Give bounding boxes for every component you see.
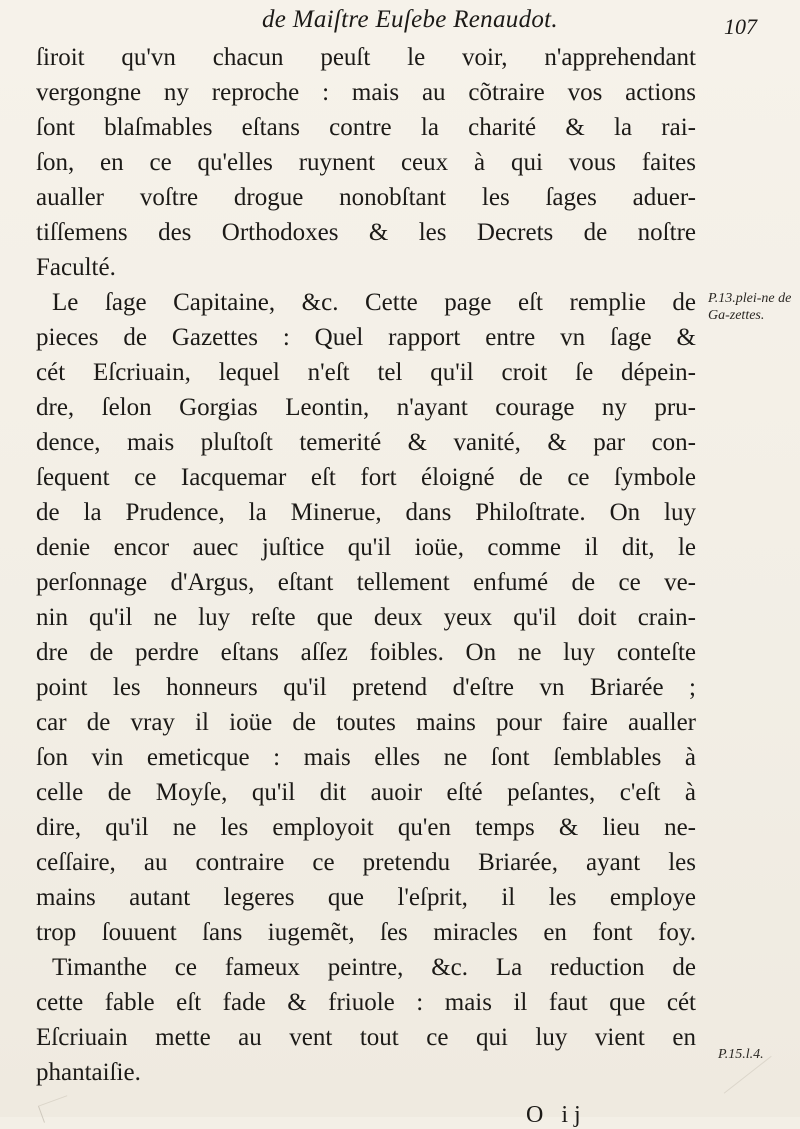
- text-line: nin qu'il ne luy reſte que deux yeux qu'il doit crain-: [36, 604, 696, 631]
- paper-mark: [724, 1056, 797, 1125]
- text-line: phantaiſie.: [36, 1059, 141, 1086]
- text-line: car de vray il ioüe de toutes mains pour faire aualler: [36, 709, 696, 736]
- text-line: de la Prudence, la Minerue, dans Philoſtrate. On luy: [36, 499, 696, 526]
- text-line: dre, ſelon Gorgias Leontin, n'ayant courage ny pru-: [36, 394, 696, 421]
- text-line: ſiroit qu'vn chacun peuſt le voir, n'apprehendant: [36, 44, 696, 71]
- running-head: de Maiſtre Euſebe Renaudot.: [262, 6, 558, 33]
- text-line: dence, mais pluſtoſt temerité & vanité, & par con-: [36, 429, 696, 456]
- text-line: dre de perdre eſtans aſſez foibles. On ne luy conteſte: [36, 639, 696, 666]
- margin-note: P.15.l.4.: [718, 1047, 764, 1062]
- text-line: point les honneurs qu'il pretend d'eſtre vn Briarée ;: [36, 674, 696, 701]
- text-line: ſon vin emeticque : mais elles ne ſont ſemblables à: [36, 744, 696, 771]
- text-line: ſequent ce Iacquemar eſt fort éloigné de ce ſymbole: [36, 464, 696, 491]
- text-line: Eſcriuain mette au vent tout ce qui luy vient en: [36, 1024, 696, 1051]
- text-line: ſon, en ce qu'elles ruynent ceux à qui vous faites: [36, 149, 696, 176]
- text-line: ſont blaſmables eſtans contre la charité & la rai-: [36, 114, 696, 141]
- text-line: tiſſemens des Orthodoxes & les Decrets de noſtre: [36, 219, 696, 246]
- text-line: trop ſouuent ſans iugemẽt, ſes miracles en font foy.: [36, 919, 696, 946]
- text-line: Timanthe ce fameux peintre, &c. La reduction de: [52, 954, 696, 981]
- text-line: pieces de Gazettes : Quel rapport entre vn ſage &: [36, 324, 696, 351]
- text-line: vergongne ny reproche : mais au cõtraire vos actions: [36, 79, 696, 106]
- text-line: Faculté.: [36, 254, 116, 281]
- text-line: dire, qu'il ne les employoit qu'en temps & lieu ne-: [36, 814, 696, 841]
- body-text: [36, 40, 696, 1090]
- text-line: aualler voſtre drogue nonobſtant les ſages aduer-: [36, 184, 696, 211]
- page-number: 107: [724, 14, 757, 39]
- text-line: denie encor auec juſtice qu'il ioüe, comme il dit, le: [36, 534, 696, 561]
- paper-mark: [38, 1095, 73, 1123]
- text-line: cét Eſcriuain, lequel n'eſt tel qu'il croit ſe dépein-: [36, 359, 696, 386]
- text-line: ceſſaire, au contraire ce pretendu Briarée, ayant les: [36, 849, 696, 876]
- text-line: perſonnage d'Argus, eſtant tellement enfumé de ce ve-: [36, 569, 696, 596]
- text-line: cette fable eſt fade & friuole : mais il faut que cét: [36, 989, 696, 1016]
- text-line: mains autant legeres que l'eſprit, il les employe: [36, 884, 696, 911]
- signature-mark: O ij: [526, 1102, 587, 1128]
- margin-note: P.13.plei-ne de Ga-zettes.: [708, 291, 792, 323]
- text-line: celle de Moyſe, qu'il dit auoir eſté peſantes, c'eſt à: [36, 779, 696, 806]
- text-line: Le ſage Capitaine, &c. Cette page eſt remplie de: [52, 289, 696, 316]
